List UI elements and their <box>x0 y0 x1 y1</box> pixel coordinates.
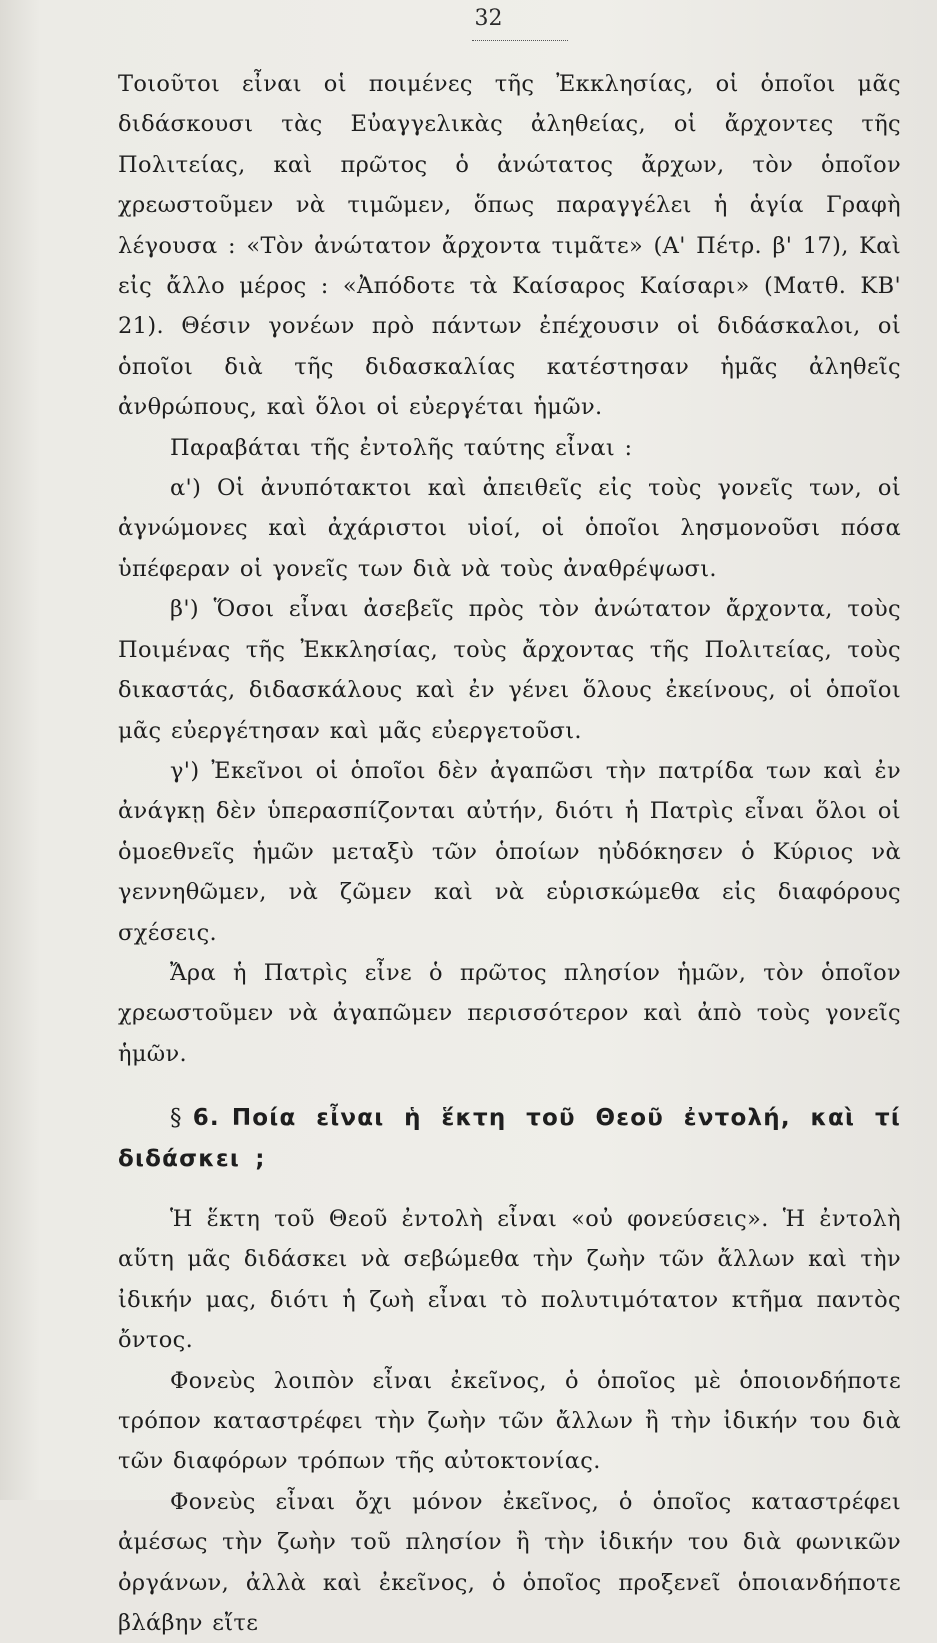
paragraph-item-b: β') Ὅσοι εἶναι ἀσεβεῖς πρὸς τὸν ἀνώτατον ἄρχοντα, τοὺς Ποιμένας τῆς Ἐκκλησίας, τοὺς ἄρχοντας τῆς Πολιτείας, τοὺς δικαστάς, διδασκάλους καὶ ἐν γένει ὅλους ἐκείνους, οἱ ὁποῖοι μᾶς εὐεργέτησαν καὶ μᾶς εὐεργετοῦσι. <box>118 596 901 744</box>
paragraph-item-c: γ') Ἐκεῖνοι οἱ ὁποῖοι δὲν ἀγαπῶσι τὴν πατρίδα των καὶ ἐν ἀνάγκῃ δὲν ὑπερασπίζονται αὐτήν, διότι ἡ Πατρὶς εἶναι ὅλοι οἱ ὁμοεθνεῖς ἡμῶν μεταξὺ τῶν ὁποίων ηὐδόκησεν ὁ Κύριος νὰ γεννηθῶμεν, νὰ ζῶμεν καὶ νὰ εὑρισκώμεθα εἰς διαφόρους σχέσεις. <box>118 757 901 946</box>
paragraph-intro: Τοιοῦτοι εἶναι οἱ ποιμένες τῆς Ἐκκλησίας, οἱ ὁποῖοι μᾶς διδάσκουσι τὰς Εὐαγγελικὰς ἀληθείας, οἱ ἄρχοντες τῆς Πολιτείας, καὶ πρῶτος ὁ ἀνώτατος ἄρχων, τὸν ὁποῖον χρεωστοῦμεν νὰ τιμῶμεν, ὅπως παραγγέλει ἡ ἁγία Γραφὴ λέγουσα : «Τὸν ἀνώτατον ἄρχοντα τιμᾶτε» (Α' Πέτρ. β' 17), Καὶ εἰς ἄλλο μέρος : «Ἀπόδοτε τὰ Καίσαρος Καίσαρι» (Ματθ. ΚΒ' 21). Θέσιν γονέων πρὸ πάντων ἐπέχουσιν οἱ διδάσκαλοι, οἱ ὁποῖοι διὰ τῆς διδασκαλίας κατέστησαν ἡμᾶς ἀληθεῖς ἀνθρώπους, καὶ ὅλοι οἱ εὐεργέται ἡμῶν. <box>118 71 901 421</box>
paragraph-conclusion: Ἄρα ἡ Πατρὶς εἶνε ὁ πρῶτος πλησίον ἡμῶν, τὸν ὁποῖον χρεωστοῦμεν νὰ ἀγαπῶμεν περισσότερον καὶ ἀπὸ τοὺς γονεῖς ἡμῶν. <box>118 959 901 1067</box>
page-number-rule <box>472 40 568 41</box>
paragraph-sixth-commandment: Ἡ ἕκτη τοῦ Θεοῦ ἐντολὴ εἶναι «οὐ φονεύσεις». Ἡ ἐντολὴ αὕτη μᾶς διδάσκει νὰ σεβώμεθα τὴν ζωὴν τῶν ἄλλων καὶ τὴν ἰδικήν μας, διότι ἡ ζωὴ εἶναι τὸ πολυτιμότατον κτῆμα παντὸς ὄντος. <box>118 1205 901 1354</box>
paragraph-murderer-definition: Φονεὺς λοιπὸν εἶναι ἐκεῖνος, ὁ ὁποῖος μὲ ὁποιονδήποτε τρόπον καταστρέφει τὴν ζωὴν τῶν ἄλλων ἢ τὴν ἰδικήν του διὰ τῶν διαφόρων τρόπων τῆς αὐτοκτονίας. <box>118 1367 901 1475</box>
section-title: Ποία εἶναι ἡ ἕκτη τοῦ Θεοῦ ἐντολή, καὶ τί διδάσκει ; <box>118 1105 901 1172</box>
section-symbol: § <box>170 1105 183 1132</box>
paragraph-violators-heading: Παραβάται τῆς ἐντολῆς ταύτης εἶναι : <box>170 434 633 461</box>
paragraph-murderer-extended: Φονεὺς εἶναι ὄχι μόνον ἐκεῖνος, ὁ ὁποῖος καταστρέφει ἀμέσως τὴν ζωὴν τοῦ πλησίον ἢ τὴν ἰδικήν του διὰ φωνικῶν ὀργάνων, ἀλλὰ καὶ ἐκεῖνος, ὁ ὁποῖος προξενεῖ ὁποιανδήποτε βλάβην εἴτε <box>118 1488 901 1637</box>
page-body <box>118 64 901 1643</box>
paragraph-item-a: α') Οἱ ἀνυπότακτοι καὶ ἀπειθεῖς εἰς τοὺς γονεῖς των, οἱ ἀγνώμονες καὶ ἀχάριστοι υἱοί, οἱ ὁποῖοι λησμονοῦσι πόσα ὑπέφεραν οἱ γονεῖς των διὰ νὰ τοὺς ἀναθρέψωσι. <box>118 475 901 582</box>
page-number: 32 <box>474 6 503 31</box>
section-number: 6. <box>192 1105 220 1132</box>
section-heading <box>118 1098 901 1179</box>
